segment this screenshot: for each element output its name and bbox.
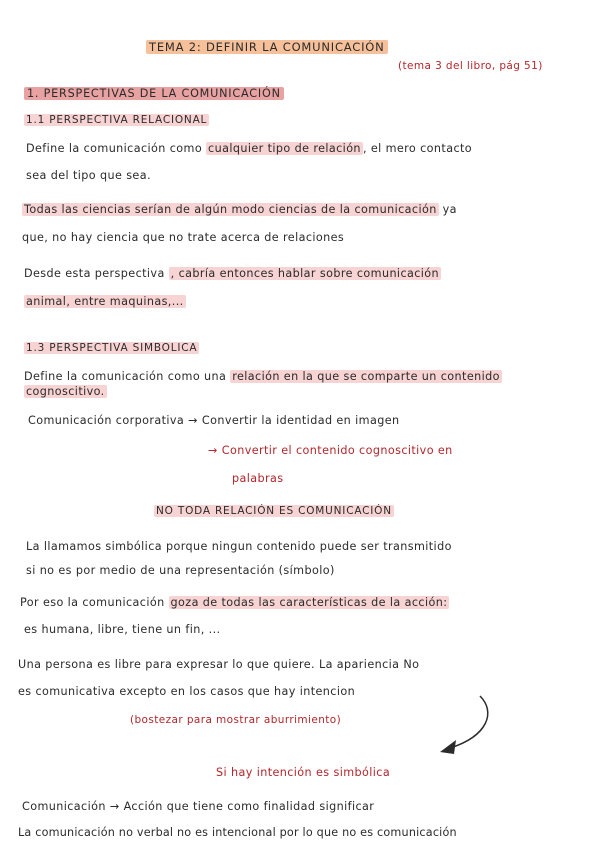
text-span: , el mero contacto xyxy=(362,142,473,155)
paragraph-line xyxy=(24,266,441,282)
subsection-heading-text: 1.1 PERSPECTIVA RELACIONAL xyxy=(26,114,208,126)
paragraph-line xyxy=(24,384,107,400)
source-note: (tema 3 del libro, pág 51) xyxy=(398,60,543,72)
paragraph-line xyxy=(20,595,449,611)
section-heading-text: 1. PERSPECTIVAS DE LA COMUNICACIÓN xyxy=(24,87,284,100)
paragraph-line: si no es por medio de una representación (símbolo) xyxy=(26,564,335,577)
paragraph-line: palabras xyxy=(232,472,284,485)
paragraph-line xyxy=(28,413,399,429)
section-heading xyxy=(24,86,284,102)
paragraph-line: sea del tipo que sea. xyxy=(26,169,151,182)
title-text: TEMA 2: DEFINIR LA COMUNICACIÓN xyxy=(146,40,388,54)
paragraph-line: es humana, libre, tiene un fin, ... xyxy=(24,623,221,636)
text-span: Define la comunicación como una xyxy=(24,370,227,383)
text-span: Convertir el contenido cognoscitivo en xyxy=(221,444,453,457)
arrow-right-icon: → xyxy=(208,444,218,457)
paragraph-line xyxy=(24,369,502,385)
paragraph-line: (bostezar para mostrar aburrimiento) xyxy=(130,714,342,726)
paragraph-line: La comunicación no verbal no es intencional por lo que no es comunicación xyxy=(18,826,457,839)
paragraph-line xyxy=(26,141,472,157)
text-span: Acción que tiene como finalidad significar xyxy=(123,800,375,813)
paragraph-line: Si hay intención es simbólica xyxy=(216,766,391,779)
paragraph-line: La llamamos simbólica porque ningun contenido puede ser transmitido xyxy=(26,540,452,553)
paragraph-line: Una persona es libre para expresar lo que quiere. La apariencia No xyxy=(18,658,420,671)
highlight-span: Todas las ciencias serían de algún modo ciencias de la comunicación xyxy=(24,203,437,216)
text-span: Desde esta perspectiva xyxy=(24,267,165,280)
text-span: Comunicación corporativa xyxy=(28,414,185,427)
paragraph-line: es comunicativa excepto en los casos que hay intencion xyxy=(18,685,356,698)
subsection-heading-relational xyxy=(24,112,209,128)
curved-arrow-icon xyxy=(430,690,500,760)
text-span: ya xyxy=(438,203,457,216)
arrow-right-icon: → xyxy=(109,800,120,813)
page-title xyxy=(146,39,388,55)
paragraph-line xyxy=(22,799,374,815)
paragraph-line xyxy=(22,202,457,218)
text-span: Define la comunicación como xyxy=(26,142,203,155)
banner-text: NO TODA RELACIÓN ES COMUNICACIÓN xyxy=(156,505,392,517)
highlight-span: cognoscitivo. xyxy=(26,385,105,398)
highlight-span: , cabría entonces hablar sobre comunicación xyxy=(170,267,440,280)
highlight-span: cualquier tipo de relación xyxy=(208,142,361,155)
text-span: Comunicación xyxy=(22,800,106,813)
banner-heading xyxy=(154,503,394,519)
highlight-span: animal, entre maquinas,... xyxy=(26,295,184,308)
paragraph-line xyxy=(208,443,453,459)
subsection-heading-simbolica xyxy=(24,340,199,356)
paragraph-line: que, no hay ciencia que no trate acerca de relaciones xyxy=(22,231,345,244)
paragraph-line xyxy=(24,294,186,310)
subsection-heading-text: 1.3 PERSPECTIVA SIMBOLICA xyxy=(26,342,198,354)
highlight-span: relación en la que se comparte un contenido xyxy=(232,370,500,383)
text-span: Convertir la identidad en imagen xyxy=(201,414,400,427)
highlight-span: goza de todas las características de la acción: xyxy=(170,596,448,609)
text-span: Por eso la comunicación xyxy=(20,596,165,609)
arrow-right-icon: → xyxy=(188,414,198,427)
